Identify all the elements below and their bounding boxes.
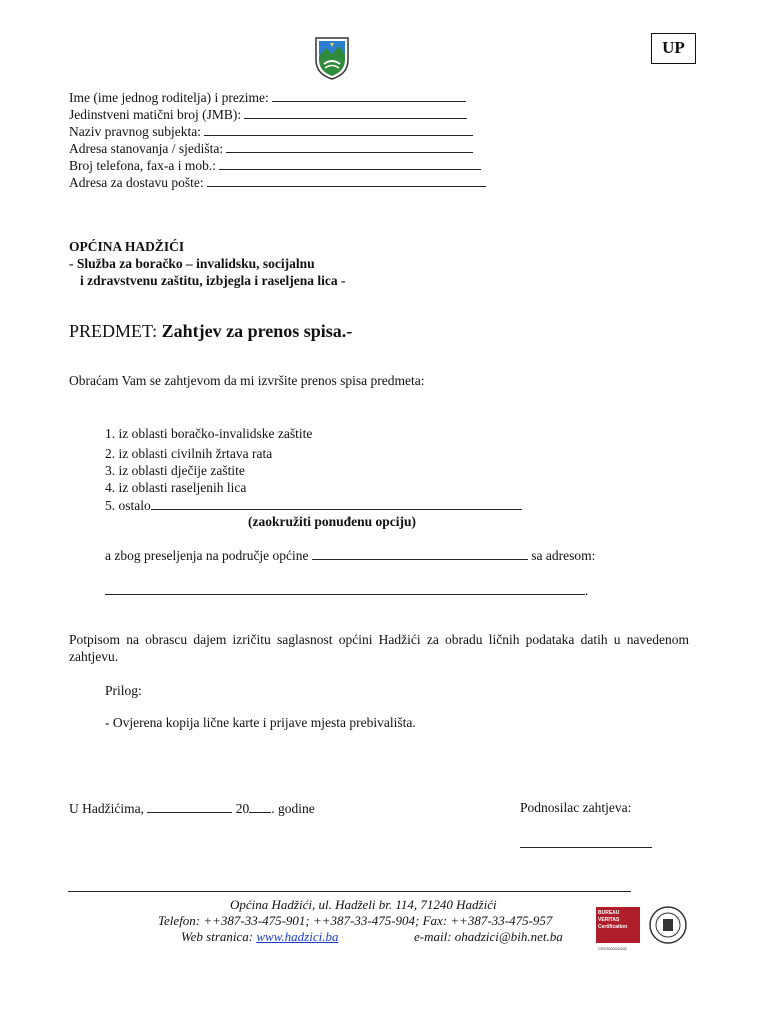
footer-address: Općina Hadžići, ul. Hadželi br. 114, 71240 Hadžići [230, 897, 497, 912]
footer-divider [68, 891, 631, 892]
field-label: Naziv pravnog subjekta: [69, 124, 201, 139]
field-blank-line[interactable] [207, 174, 486, 187]
recipient-line-1: - Služba za boračko – invalidsku, socijalnu [69, 256, 315, 271]
year-blank-line[interactable] [249, 800, 271, 813]
field-blank-line[interactable] [226, 140, 473, 153]
website-link[interactable]: www.hadzici.ba [256, 929, 339, 944]
mailing-address-field[interactable] [69, 174, 486, 191]
signature-blank-line[interactable] [520, 835, 652, 848]
consent-text: Potpisom na obrascu dajem izričitu saglasnost općini Hadžići za obradu ličnih podataka datih u navedenom zahtjevu. [69, 632, 689, 664]
recipient-line-2: i zdravstvenu zaštitu, izbjegla i raseljena lica - [80, 273, 346, 288]
options-note: (zaokružiti ponuđenu opciju) [248, 514, 417, 529]
field-blank-line[interactable] [204, 123, 473, 136]
recipient-title: OPĆINA HADŽIĆI [69, 239, 185, 254]
subject-value: Zahtjev za prenos spisa.- [161, 321, 353, 341]
year-prefix: 20 [235, 801, 250, 816]
certification-seal-icon [648, 905, 688, 945]
field-label: Adresa stanovanja / sjedišta: [69, 141, 224, 156]
applicant-name-field[interactable] [69, 89, 466, 106]
footer-email: e-mail: ohadzici@bih.net.ba [414, 929, 563, 944]
footer-web-label: Web stranica: [181, 929, 257, 944]
legal-entity-field[interactable] [69, 123, 473, 140]
address-blank-line[interactable] [105, 582, 585, 595]
signature-line[interactable] [520, 835, 652, 852]
subject-line [69, 321, 352, 342]
footer-phones: Telefon: ++387-33-475-901; ++387-33-475-904; Fax: ++387-33-475-957 [158, 913, 553, 928]
certification-badge [596, 905, 690, 951]
option-2[interactable]: 2. iz oblasti civilnih žrtava rata [105, 446, 273, 461]
footer-web [181, 929, 338, 945]
field-label: Adresa za dostavu pošte: [69, 175, 204, 190]
option-3[interactable]: 3. iz oblasti dječije zaštite [105, 463, 245, 478]
municipality-crest-logo [312, 34, 352, 80]
field-label: Ime (ime jednog roditelja) i prezime: [69, 90, 269, 105]
option-4[interactable]: 4. iz oblasti raseljenih lica [105, 480, 247, 495]
relocation-prefix: a zbog preseljenja na područje općine [105, 548, 309, 563]
field-blank-line[interactable] [219, 157, 481, 170]
cert-line-3: Certification [598, 924, 628, 930]
option-5-label: 5. ostalo [105, 498, 151, 513]
attachment-label: Prilog: [105, 683, 142, 698]
place-date-line[interactable] [69, 800, 315, 817]
date-suffix: . godine [271, 801, 315, 816]
relocation-suffix: sa adresom: [531, 548, 596, 563]
certification-code: CRO/2000/2002 [598, 946, 627, 951]
phone-fax-field[interactable] [69, 157, 481, 174]
signature-label: Podnosilac zahtjeva: [520, 800, 632, 815]
applicant-jmb-field[interactable] [69, 106, 467, 123]
place-prefix: U Hadžićima, [69, 801, 144, 816]
new-address-line[interactable] [105, 582, 588, 599]
option-5[interactable] [105, 497, 522, 514]
intro-text: Obraćam Vam se zahtjevom da mi izvršite prenos spisa predmeta: [69, 373, 425, 388]
date-blank-line[interactable] [147, 800, 232, 813]
option-1[interactable]: 1. iz oblasti boračko-invalidske zaštite [105, 426, 313, 441]
cert-line-2: VERITAS [598, 917, 620, 923]
form-code-box: UP [651, 33, 696, 64]
attachment-item: - Ovjerena kopija lične karte i prijave mjesta prebivališta. [105, 715, 416, 730]
relocation-line[interactable] [105, 547, 595, 564]
option-other-blank-line[interactable] [151, 497, 522, 510]
municipality-blank-line[interactable] [312, 547, 528, 560]
cert-line-1: BUREAU [598, 910, 620, 916]
field-label: Jedinstveni matični broj (JMB): [69, 107, 242, 122]
subject-label: PREDMET: [69, 321, 162, 341]
field-blank-line[interactable] [244, 106, 467, 119]
field-blank-line[interactable] [272, 89, 466, 102]
address-end: . [585, 583, 589, 598]
residence-address-field[interactable] [69, 140, 473, 157]
certification-logo [596, 907, 640, 943]
field-label: Broj telefona, fax-a i mob.: [69, 158, 216, 173]
